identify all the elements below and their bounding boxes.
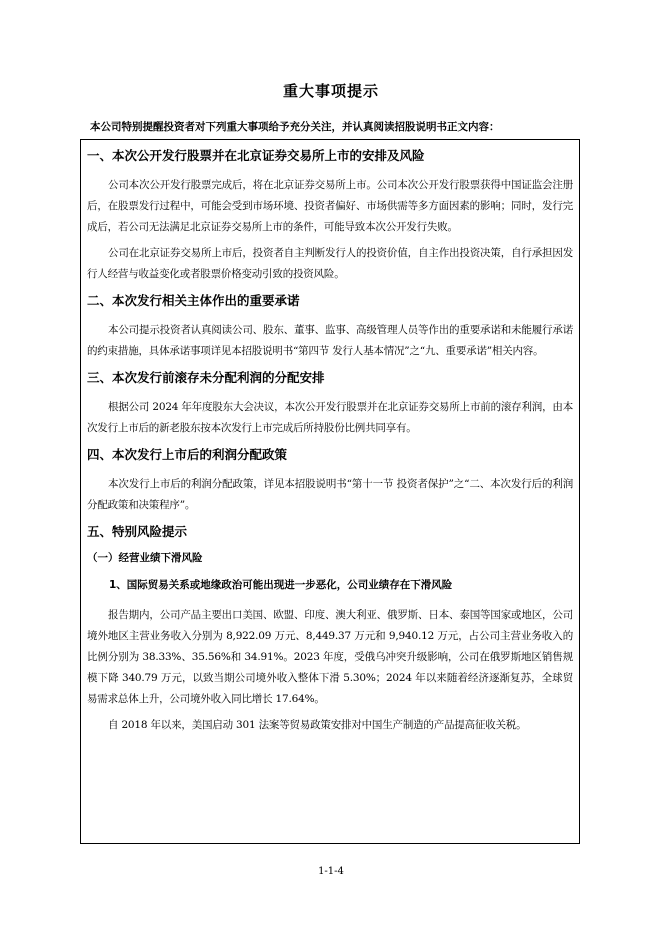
paragraph: 公司本次公开发行股票完成后，将在北京证券交易所上市。公司本次公开发行股票获得中国证监会注册后，在股票发行过程中，可能会受到市场环境、投资者偏好、市场供需等多方面因素的影响；同时，发行完成后，若公司无法满足北京证券交易所上市的条件，可能导致本次公开发行失败。 [87,179,573,233]
page-number: 1-1-4 [318,866,344,877]
section-heading-1: 一、本次公开发行股票并在北京证券交易所上市的安排及风险 [87,148,425,163]
notice-text: 本公司特别提醒投资者对下列重大事项给予充分关注，并认真阅读招股说明书正文内容： [90,121,500,133]
content-box [80,139,580,844]
paragraph: 本次发行上市后的利润分配政策，详见本招股说明书“第十一节 投资者保护”之“二、本次发行后的利润分配政策和决策程序”。 [87,478,573,511]
page-title: 重大事项提示 [282,82,379,100]
section-heading-2: 二、本次发行相关主体作出的重要承诺 [87,293,300,308]
subsubsection-heading: 1、国际贸易关系或地缘政治可能出现进一步恶化，公司业绩存在下滑风险 [109,579,453,591]
section-heading-3: 三、本次发行前滚存未分配利润的分配安排 [87,370,325,385]
paragraph: 自 2018 年以来，美国启动 301 法案等贸易政策安排对中国生产制造的产品提高征收关税。 [108,719,527,731]
subsection-heading: （一）经营业绩下滑风险 [87,552,203,564]
section-heading-4: 四、本次发行上市后的利润分配政策 [87,447,288,462]
paragraph: 根据公司 2024 年年度股东大会决议，本次公开发行股票并在北京证券交易所上市前的滚存利润，由本次发行上市后的新老股东按本次发行上市完成后所持股份比例共同享有。 [87,401,573,434]
section-heading-5: 五、特别风险提示 [87,524,188,539]
paragraph: 报告期内，公司产品主要出口美国、欧盟、印度、澳大利亚、俄罗斯、日本、泰国等国家或地区，公司境外地区主营业务收入分别为 8,922.09 万元、8,449.37 万元和 9,940.12 万元，占公司主营业务收入的比例分别为 38.33%、35.56%和 34.91%。2023 年度，受俄乌冲突升级影响，公司在俄罗斯地区销售规模下降 340.79 万元，以致当期公司境外收入整体下滑 5.30%；2024 年以来随着经济逐渐复苏，全球贸易需求总体上升，公司境外收入同比增长 17.64%。 [87,609,573,705]
paragraph: 公司在北京证券交易所上市后，投资者自主判断发行人的投资价值，自主作出投资决策，自行承担因发行人经营与收益变化或者股票价格变动引致的投资风险。 [87,247,573,280]
paragraph: 本公司提示投资者认真阅读公司、股东、董事、监事、高级管理人员等作出的重要承诺和未能履行承诺的约束措施，具体承诺事项详见本招股说明书“第四节 发行人基本情况”之“九、重要承诺”相关内容。 [87,324,573,357]
